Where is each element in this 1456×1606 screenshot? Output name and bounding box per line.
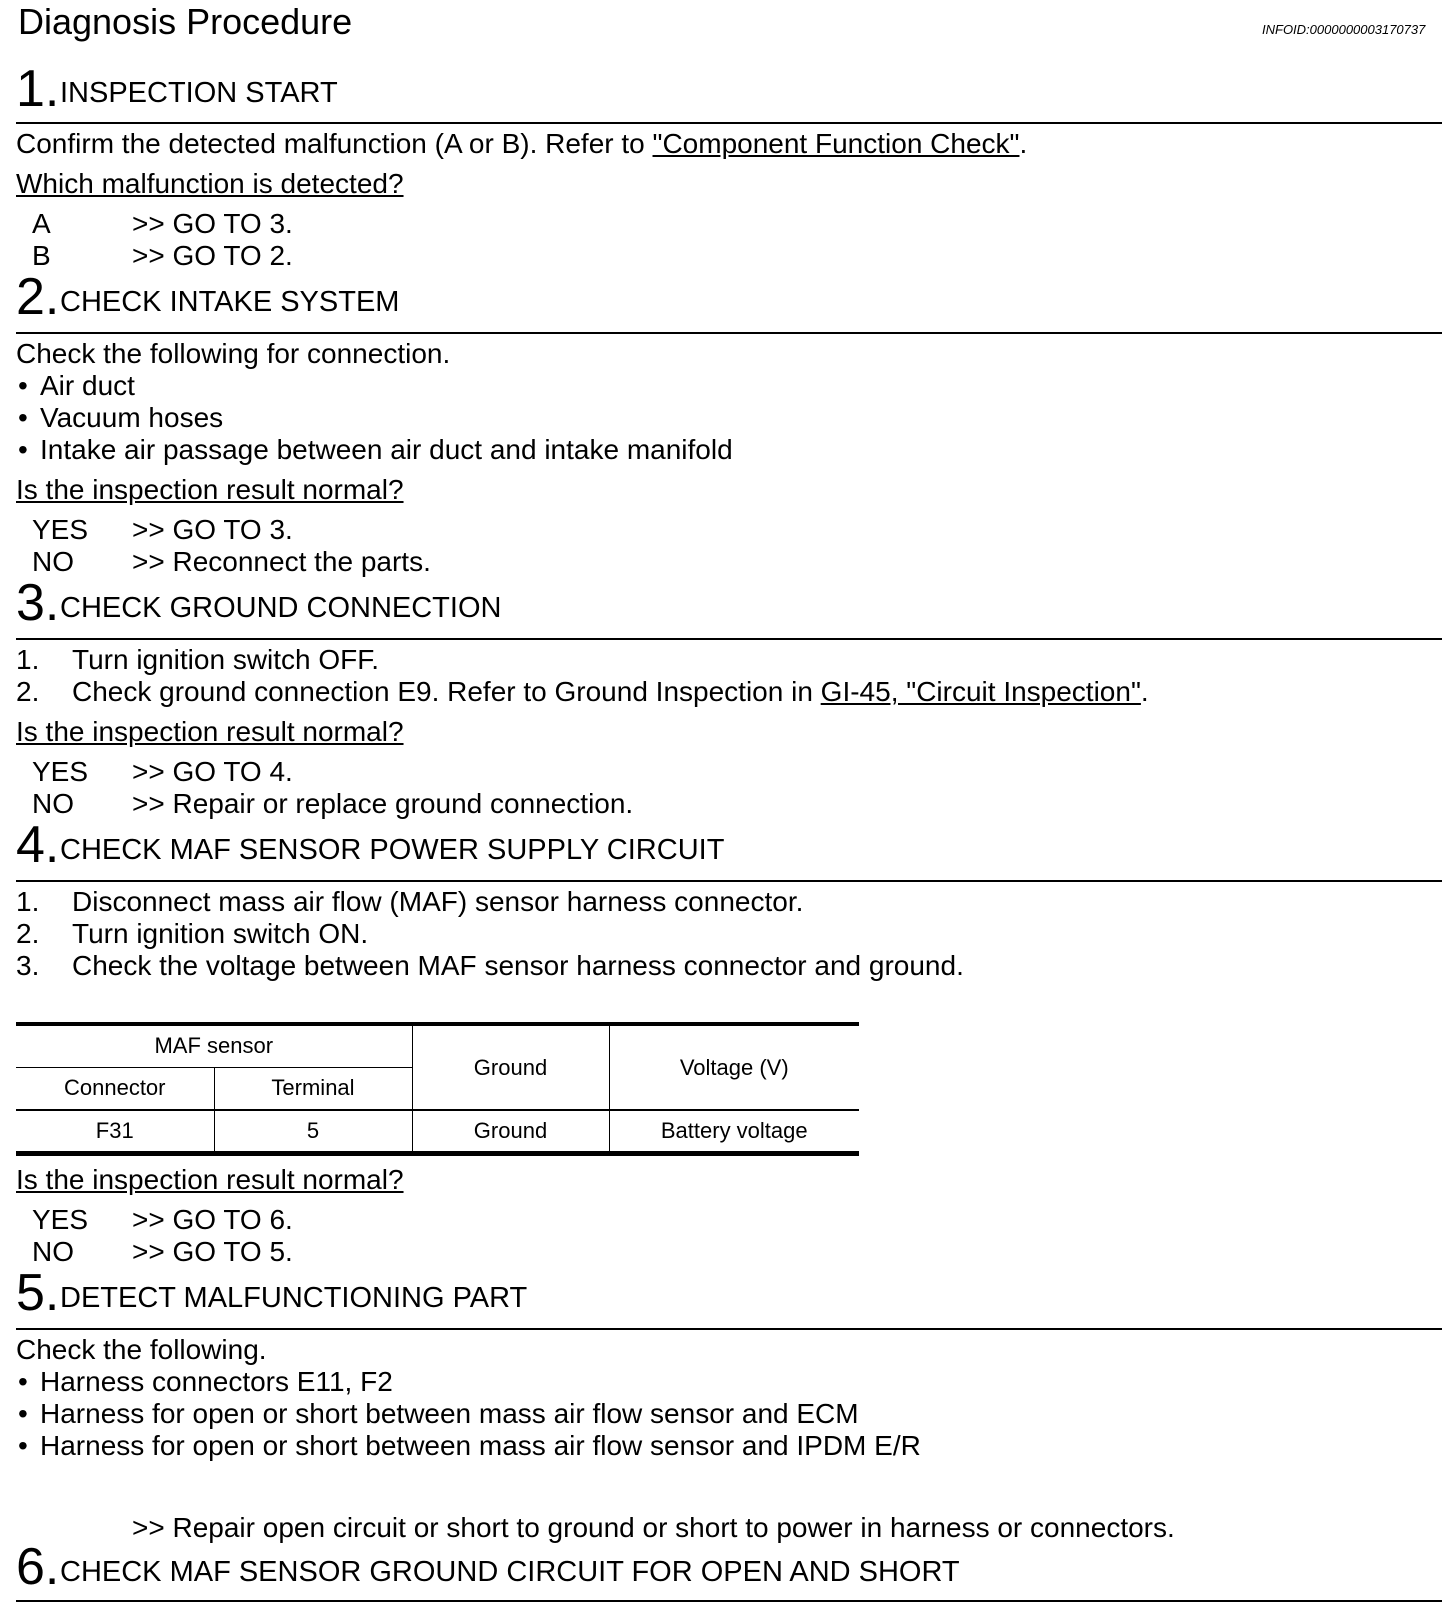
- bullet-icon: •: [18, 434, 28, 465]
- step-4-number: 4.: [16, 816, 60, 874]
- table-header-ground: Ground: [412, 1024, 609, 1110]
- step-5-heading: DETECT MALFUNCTIONING PART: [60, 1282, 528, 1314]
- bullet-icon: •: [18, 1398, 28, 1429]
- table-header-connector: Connector: [16, 1067, 214, 1110]
- table-header-maf-sensor: MAF sensor: [16, 1024, 412, 1067]
- step-1-heading: INSPECTION START: [60, 77, 338, 109]
- step-3-question: Is the inspection result normal?: [16, 716, 404, 747]
- step-2-answer-yes-key: YES: [32, 514, 89, 545]
- step-4-item-2-text: Turn ignition switch ON.: [72, 918, 369, 949]
- step-3-number: 3.: [16, 574, 60, 632]
- maf-sensor-voltage-table: [16, 1022, 859, 1156]
- step-2-answer-no-value: >> Reconnect the parts.: [132, 546, 431, 577]
- step-4-divider: [16, 880, 1442, 882]
- step-3-answer-no-value: >> Repair or replace ground connection.: [132, 788, 634, 819]
- info-id: INFOID:0000000003170737: [1262, 22, 1426, 37]
- table-header-terminal: Terminal: [214, 1067, 412, 1110]
- bullet-icon: •: [18, 370, 28, 401]
- step-6-heading: CHECK MAF SENSOR GROUND CIRCUIT FOR OPEN AND SHORT: [60, 1556, 960, 1588]
- step-1-number: 1.: [16, 60, 60, 118]
- step-3-heading: CHECK GROUND CONNECTION: [60, 592, 502, 624]
- step-4-heading: CHECK MAF SENSOR POWER SUPPLY CIRCUIT: [60, 834, 725, 866]
- bullet-icon: •: [18, 402, 28, 433]
- step-5-divider: [16, 1328, 1442, 1330]
- step-4-item-2-number: 2.: [16, 918, 40, 949]
- table-cell-terminal: 5: [214, 1110, 412, 1153]
- table-header-voltage: Voltage (V): [609, 1024, 859, 1110]
- step-2-answer-no-key: NO: [32, 546, 74, 577]
- step-2-heading: CHECK INTAKE SYSTEM: [60, 286, 400, 318]
- step-3-item-1-text: Turn ignition switch OFF.: [72, 644, 380, 675]
- table-cell-connector: F31: [16, 1110, 214, 1153]
- step-6-number: 6.: [16, 1538, 60, 1596]
- circuit-inspection-link[interactable]: GI-45, "Circuit Inspection": [820, 676, 1141, 707]
- page-title: Diagnosis Procedure: [18, 1, 353, 42]
- step-3-answer-no-key: NO: [32, 788, 74, 819]
- step-1-text: Confirm the detected malfunction (A or B). Refer to "Component Function Check".: [16, 128, 1028, 159]
- table-cell-voltage: Battery voltage: [609, 1110, 859, 1153]
- step-2-answer-yes-value: >> GO TO 3.: [132, 514, 293, 545]
- step-3-answer-yes-value: >> GO TO 4.: [132, 756, 293, 787]
- step-2-number: 2.: [16, 268, 60, 326]
- step-3-divider: [16, 638, 1442, 640]
- step-2-bullet-1: Air duct: [40, 370, 135, 401]
- step-4-question: Is the inspection result normal?: [16, 1164, 404, 1195]
- step-3-item-2-number: 2.: [16, 676, 40, 707]
- table-cell-ground: Ground: [412, 1110, 609, 1153]
- table-row: [16, 1110, 859, 1153]
- step-2-text: Check the following for connection.: [16, 338, 451, 369]
- step-3-item-1-number: 1.: [16, 644, 40, 675]
- component-function-check-link[interactable]: "Component Function Check": [652, 128, 1020, 159]
- step-2-bullet-2: Vacuum hoses: [40, 402, 224, 433]
- step-5-bullet-3: Harness for open or short between mass air flow sensor and IPDM E/R: [40, 1430, 921, 1461]
- step-5-bullet-2: Harness for open or short between mass air flow sensor and ECM: [40, 1398, 859, 1429]
- step-3-answer-yes-key: YES: [32, 756, 89, 787]
- step-6-divider: [16, 1600, 1442, 1602]
- step-4-item-1-text: Disconnect mass air flow (MAF) sensor harness connector.: [72, 886, 804, 917]
- bullet-icon: •: [18, 1430, 28, 1461]
- step-4-item-3-text: Check the voltage between MAF sensor harness connector and ground.: [72, 950, 964, 981]
- step-5-text: Check the following.: [16, 1334, 267, 1365]
- step-5-bullet-1: Harness connectors E11, F2: [40, 1366, 393, 1397]
- bullet-icon: •: [18, 1366, 28, 1397]
- step-5-result: >> Repair open circuit or short to ground or short to power in harness or connectors.: [132, 1512, 1175, 1543]
- step-1-answer-a-key: A: [32, 208, 51, 239]
- step-2-bullet-3: Intake air passage between air duct and intake manifold: [40, 434, 733, 465]
- step-1-question: Which malfunction is detected?: [16, 168, 404, 199]
- step-4-item-1-number: 1.: [16, 886, 40, 917]
- step-3-item-2-text: Check ground connection E9. Refer to Ground Inspection in GI-45, "Circuit Inspection".: [72, 676, 1149, 707]
- step-1-answer-b-key: B: [32, 240, 51, 271]
- step-1-answer-a-value: >> GO TO 3.: [132, 208, 293, 239]
- step-4-item-3-number: 3.: [16, 950, 40, 981]
- step-5-number: 5.: [16, 1264, 60, 1322]
- step-1-answer-b-value: >> GO TO 2.: [132, 240, 293, 271]
- step-2-divider: [16, 332, 1442, 334]
- step-2-question: Is the inspection result normal?: [16, 474, 404, 505]
- step-4-answer-yes-value: >> GO TO 6.: [132, 1204, 293, 1235]
- step-4-answer-no-value: >> GO TO 5.: [132, 1236, 293, 1267]
- step-4-answer-no-key: NO: [32, 1236, 74, 1267]
- step-4-answer-yes-key: YES: [32, 1204, 89, 1235]
- step-1-divider: [16, 122, 1442, 124]
